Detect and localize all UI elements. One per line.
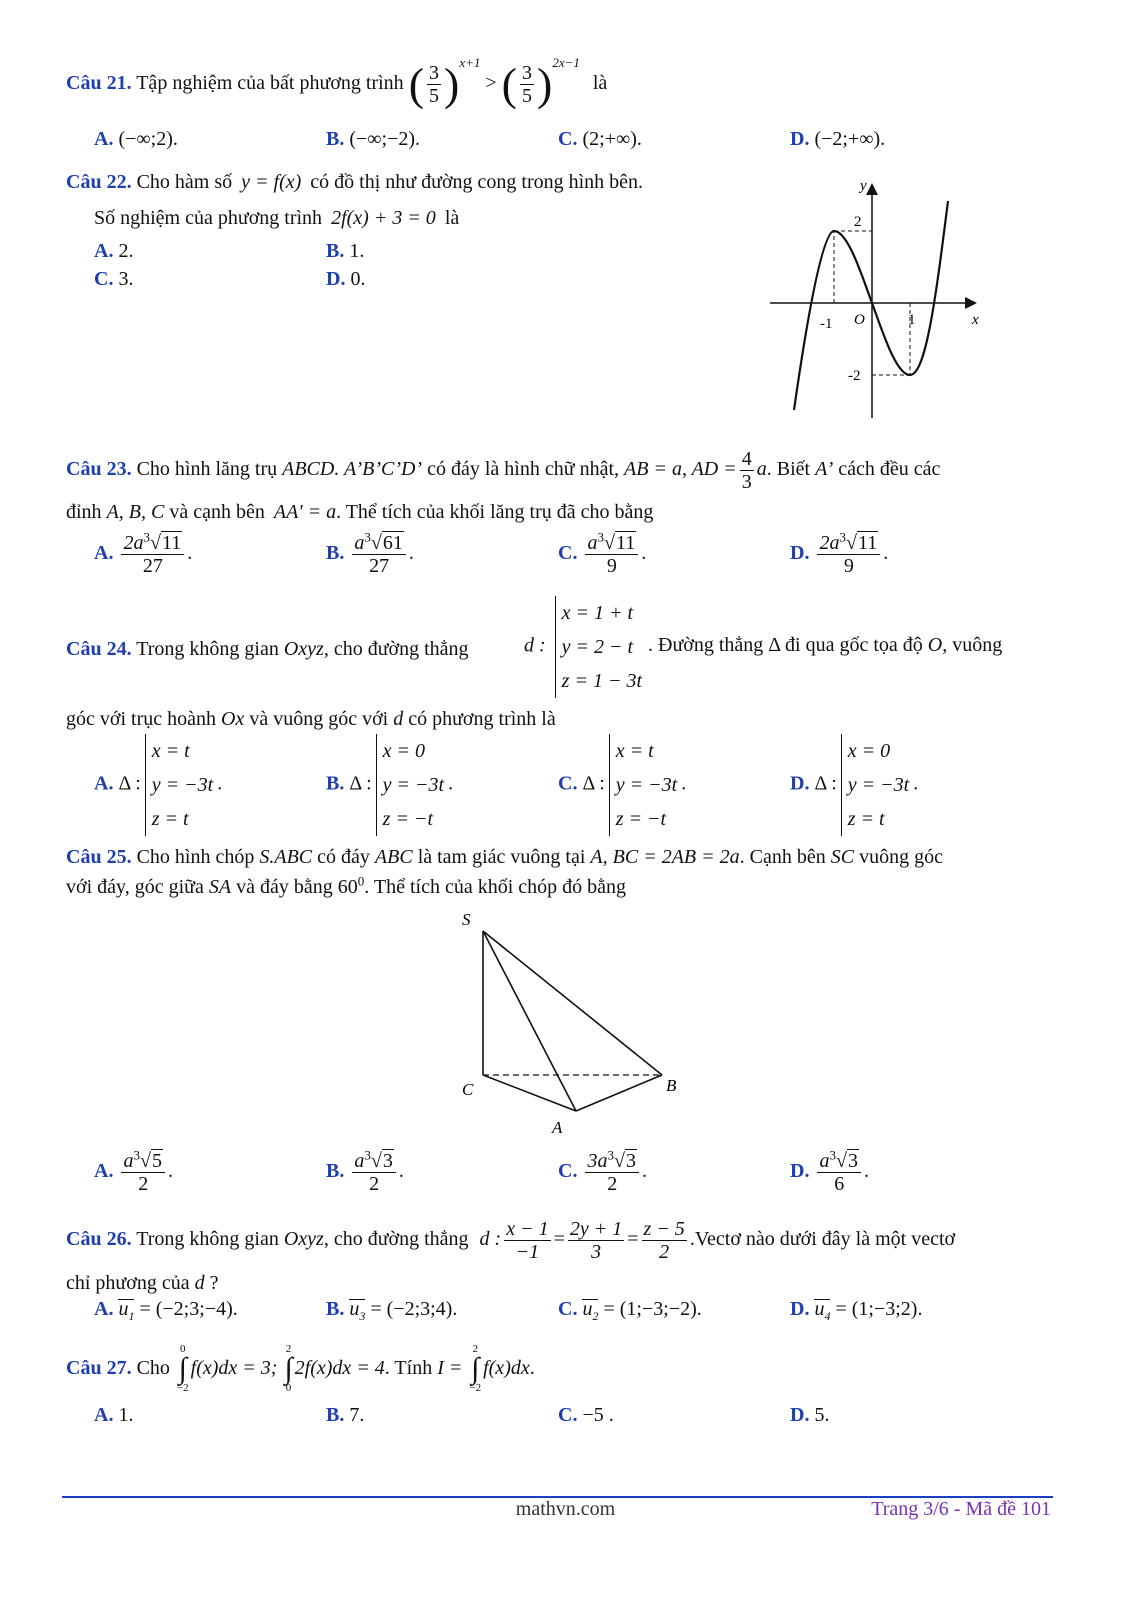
question-26: Câu 26. Trong không gian Oxyz, cho đường thẳng d : $\frac{x - 1}{-1}$ = $\frac{2y + 1}{3}$ = $\frac{z - 5}{2}$ .Vectơ nào dưới đây là một vectơ [66, 1218, 956, 1263]
question-label: Câu 22. [66, 171, 132, 193]
question-24-tail: . Đường thẳng Δ đi qua gốc tọa độ O, vuông [648, 634, 1003, 656]
option-b[interactable]: B. $\frac{a^3√61}{27}$ . [326, 529, 414, 577]
tick-label: -2 [848, 368, 861, 384]
y-axis-label: y [860, 178, 867, 194]
tick-label: 2 [854, 214, 862, 230]
vector-u: $u_4$ [814, 1298, 831, 1323]
footer-page-info: Trang 3/6 - Mã đề 101 [871, 1498, 1051, 1520]
question-25-line2: với đáy, góc giữa SA và đáy bằng $60^0$. Thể tích của khối chóp đó bằng [66, 873, 627, 898]
option-c[interactable]: C. $\frac{a^3√11}{9}$ . [558, 529, 647, 577]
pyramid-figure [450, 905, 700, 1140]
option-a[interactable]: A. $u_1$ = (−2;3;−4). [94, 1298, 238, 1323]
vector-u: $u_1$ [118, 1298, 135, 1323]
function-graph [766, 176, 996, 421]
option-a[interactable]: A. Δ : x = t y = −3t z = t . [94, 734, 222, 836]
option-c[interactable]: C. $\frac{3a^3√3}{2}$ . [558, 1147, 647, 1195]
question-label: Câu 25. [66, 846, 132, 868]
edge-SA [483, 931, 576, 1111]
vertex-label-A: A [552, 1118, 563, 1137]
question-label: Câu 24. [66, 638, 132, 660]
option-b[interactable]: B. 7. [326, 1404, 365, 1426]
vertex-label-S: S [462, 910, 471, 929]
option-b[interactable]: B. 1. [326, 240, 365, 262]
integral-sign: 0 ∫ −2 [176, 1343, 189, 1395]
option-c[interactable]: C. Δ : x = t y = −3t z = −t . [558, 734, 686, 836]
edge-AB [576, 1075, 662, 1111]
integral-sign: 2 ∫ 0 [284, 1343, 293, 1395]
option-b[interactable]: B. $\frac{a^3√3}{2}$ . [326, 1147, 404, 1195]
question-label: Câu 27. [66, 1357, 132, 1379]
integral-sign: 2 ∫ −2 [469, 1343, 482, 1395]
option-b[interactable]: B. $u_3$ = (−2;3;4). [326, 1298, 458, 1323]
question-23: Câu 23. Cho hình lăng trụ ABCD. A’B’C’D’ có đáy là hình chữ nhật, AB = a, AD = $\frac{4}{3}$ a. Biết A’ cách đều các [66, 448, 941, 493]
option-c[interactable]: C. $u_2$ = (1;−3;−2). [558, 1298, 702, 1323]
vertex-label-C: C [462, 1080, 474, 1099]
option-d[interactable]: D. $u_4$ = (1;−3;2). [790, 1298, 923, 1323]
question-22-line2: Số nghiệm của phương trình 2f(x) + 3 = 0 là [94, 207, 460, 229]
question-22: Câu 22. Cho hàm số y = f(x) có đồ thị như đường cong trong hình bên. [66, 171, 644, 193]
vector-u: $u_2$ [582, 1298, 599, 1323]
question-25: Câu 25. Cho hình chóp S.ABC có đáy ABC là tam giác vuông tại A, BC = 2AB = 2a. Cạnh bên SC vuông góc [66, 846, 943, 868]
option-d[interactable]: D. 0. [326, 268, 366, 290]
option-a[interactable]: A. $\frac{a^3√5}{2}$ . [94, 1147, 173, 1195]
option-b[interactable]: B. (−∞;−2). [326, 128, 421, 150]
edge-SB [483, 931, 662, 1075]
option-d[interactable]: D. (−2;+∞). [790, 128, 886, 150]
option-a[interactable]: A. $\frac{2a^3√11}{27}$ . [94, 529, 193, 577]
option-b[interactable]: B. Δ : x = 0 y = −3t z = −t . [326, 734, 453, 836]
option-a[interactable]: A. 1. [94, 1404, 134, 1426]
question-24: Câu 24. Trong không gian Oxyz, cho đường thẳng [66, 638, 469, 660]
fraction: $\frac{3}{5}$ [522, 62, 532, 107]
edge-CA [483, 1075, 576, 1111]
option-d[interactable]: D. Δ : x = 0 y = −3t z = t . [790, 734, 918, 836]
origin-label: O [854, 312, 865, 328]
vector-u: $u_3$ [349, 1298, 366, 1323]
option-c[interactable]: C. −5 . [558, 1404, 614, 1426]
question-23-line2: đỉnh A, B, C và cạnh bên AA' = a. Thể tích của khối lăng trụ đã cho bằng [66, 501, 654, 523]
question-label: Câu 21. [66, 72, 132, 95]
tick-label: -1 [820, 316, 833, 332]
tick-label: 1 [908, 312, 916, 328]
option-d[interactable]: D. $\frac{a^3√3}{6}$ . [790, 1147, 869, 1195]
option-c[interactable]: C. 3. [94, 268, 134, 290]
function-curve [794, 201, 948, 410]
option-d[interactable]: D. 5. [790, 1404, 830, 1426]
footer-site[interactable]: mathvn.com [515, 1498, 616, 1520]
line-d-system: d : x = 1 + t y = 2 − t z = 1 − 3t [524, 596, 646, 698]
x-axis-label: x [972, 312, 979, 328]
question-label: Câu 26. [66, 1228, 132, 1251]
option-a[interactable]: A. 2. [94, 240, 134, 262]
question-26-line2: chỉ phương của d ? [66, 1272, 219, 1294]
option-c[interactable]: C. (2;+∞). [558, 128, 642, 150]
question-label: Câu 23. [66, 458, 132, 481]
question-text: Tập nghiệm của bất phương trình [136, 72, 404, 95]
option-a[interactable]: A. (−∞;2). [94, 128, 178, 150]
question-24-line2: góc với trục hoành Ox và vuông góc với d có phương trình là [66, 708, 556, 730]
question-27: Câu 27. Cho 0 ∫ −2 f(x)dx = 3; 2 ∫ 0 2f(x)dx = 4. Tính I = 2 ∫ −2 f(x)dx. [66, 1343, 535, 1395]
question-21: Câu 21. Tập nghiệm của bất phương trình ( $\frac{3}{5}$ )$^{x+1}$ > ( $\frac{3}{5}$ )$^{2x-1}$ là [66, 55, 608, 110]
fraction: $\frac{3}{5}$ [429, 62, 440, 107]
vertex-label-B: B [666, 1076, 677, 1095]
option-d[interactable]: D. $\frac{2a^3√11}{9}$ . [790, 529, 889, 577]
